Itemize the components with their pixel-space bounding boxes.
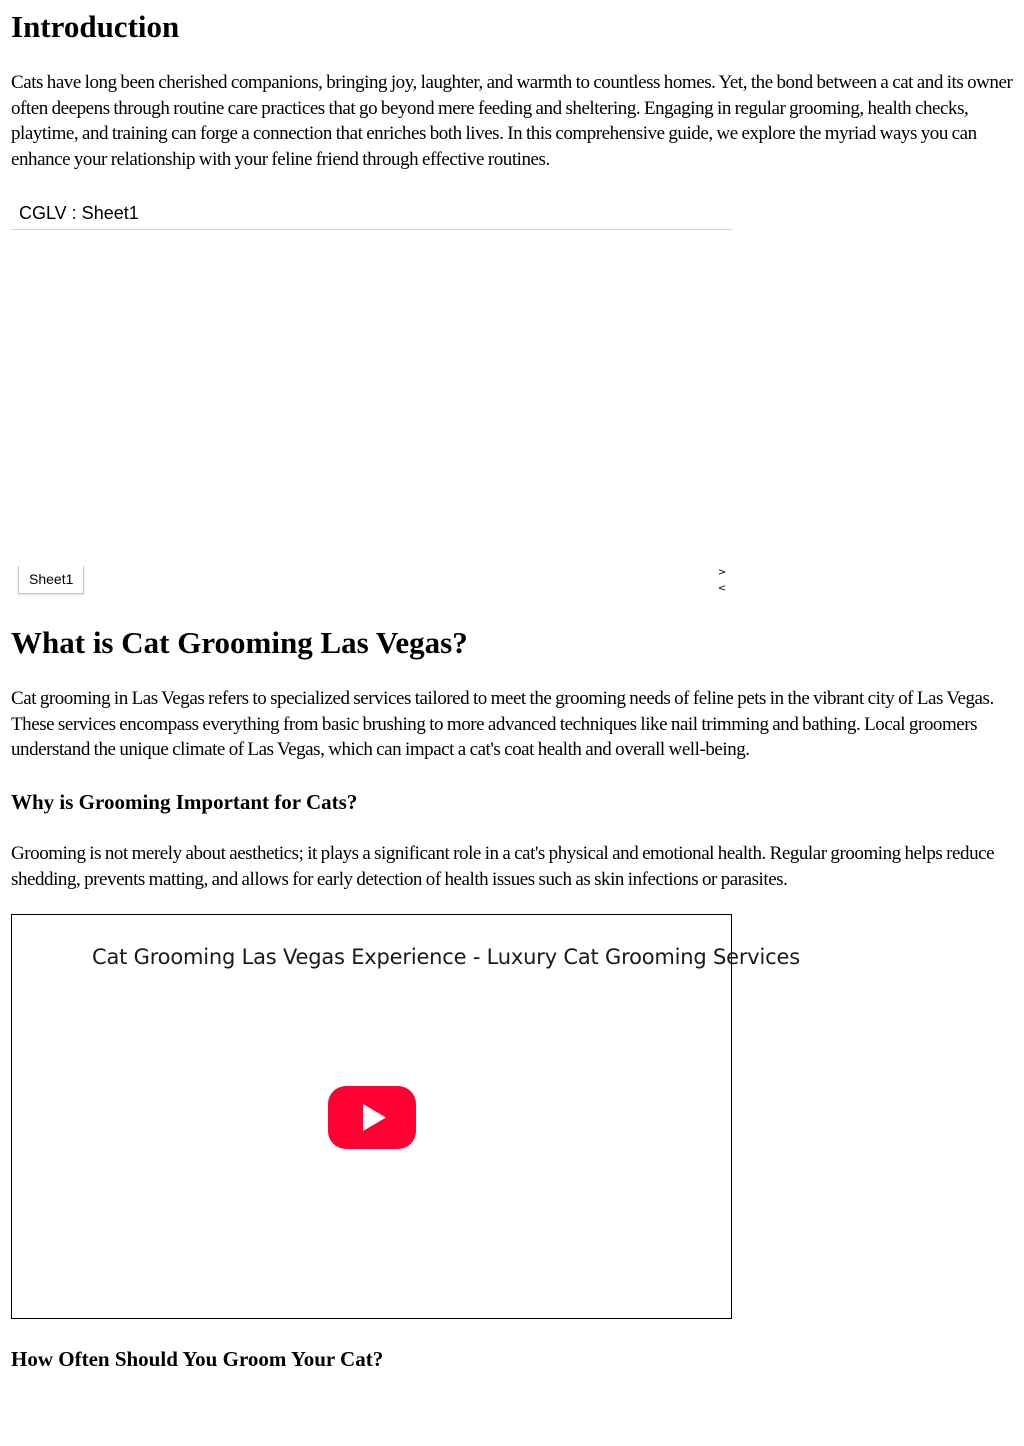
play-icon [328,1086,416,1149]
sheet-tab[interactable]: Sheet1 [18,566,84,594]
sheet-title: CGLV : Sheet1 [11,197,732,230]
play-button[interactable] [328,1086,416,1149]
why-heading: Why is Grooming Important for Cats? [11,790,358,814]
what-heading: What is Cat Grooming Las Vegas? [11,625,468,660]
intro-heading: Introduction [11,9,180,44]
what-paragraph: Cat grooming in Las Vegas refers to specialized services tailored to meet the grooming needs of feline pets in the vibrant city of Las Vegas. These services encompass everything from basic brushing to more advanced techniques like nail trimming and bathing. Local groomers understand the unique climate of Las Vegas, which can impact a cat's coat health and overall well-being. [11,688,994,761]
why-paragraph: Grooming is not merely about aesthetics; it plays a significant role in a cat's physical and emotional health. Regular grooming helps reduce shedding, prevents matting, and allows for early detection of health issues such as skin infections or parasites. [11,843,995,890]
sheet-next-button[interactable]: > [717,567,727,578]
how-often-heading: How Often Should You Groom Your Cat? [11,1347,384,1371]
video-embed[interactable] [11,914,800,1319]
video-title[interactable]: Cat Grooming Las Vegas Experience - Luxury Cat Grooming Services [92,945,800,969]
sheet-prev-button[interactable]: < [717,583,727,594]
intro-paragraph: Cats have long been cherished companions, bringing joy, laughter, and warmth to countless homes. Yet, the bond between a cat and its owner often deepens through routine care practices that go beyond mere feeding and sheltering. Engaging in regular grooming, health checks, playtime, and training can forge a connection that enriches both lives. In this comprehensive guide, we explore the myriad ways you can enhance your relationship with your feline friend through effective routines. [11,72,1013,171]
spreadsheet-embed[interactable] [11,197,732,599]
sheet-nav [716,565,728,597]
